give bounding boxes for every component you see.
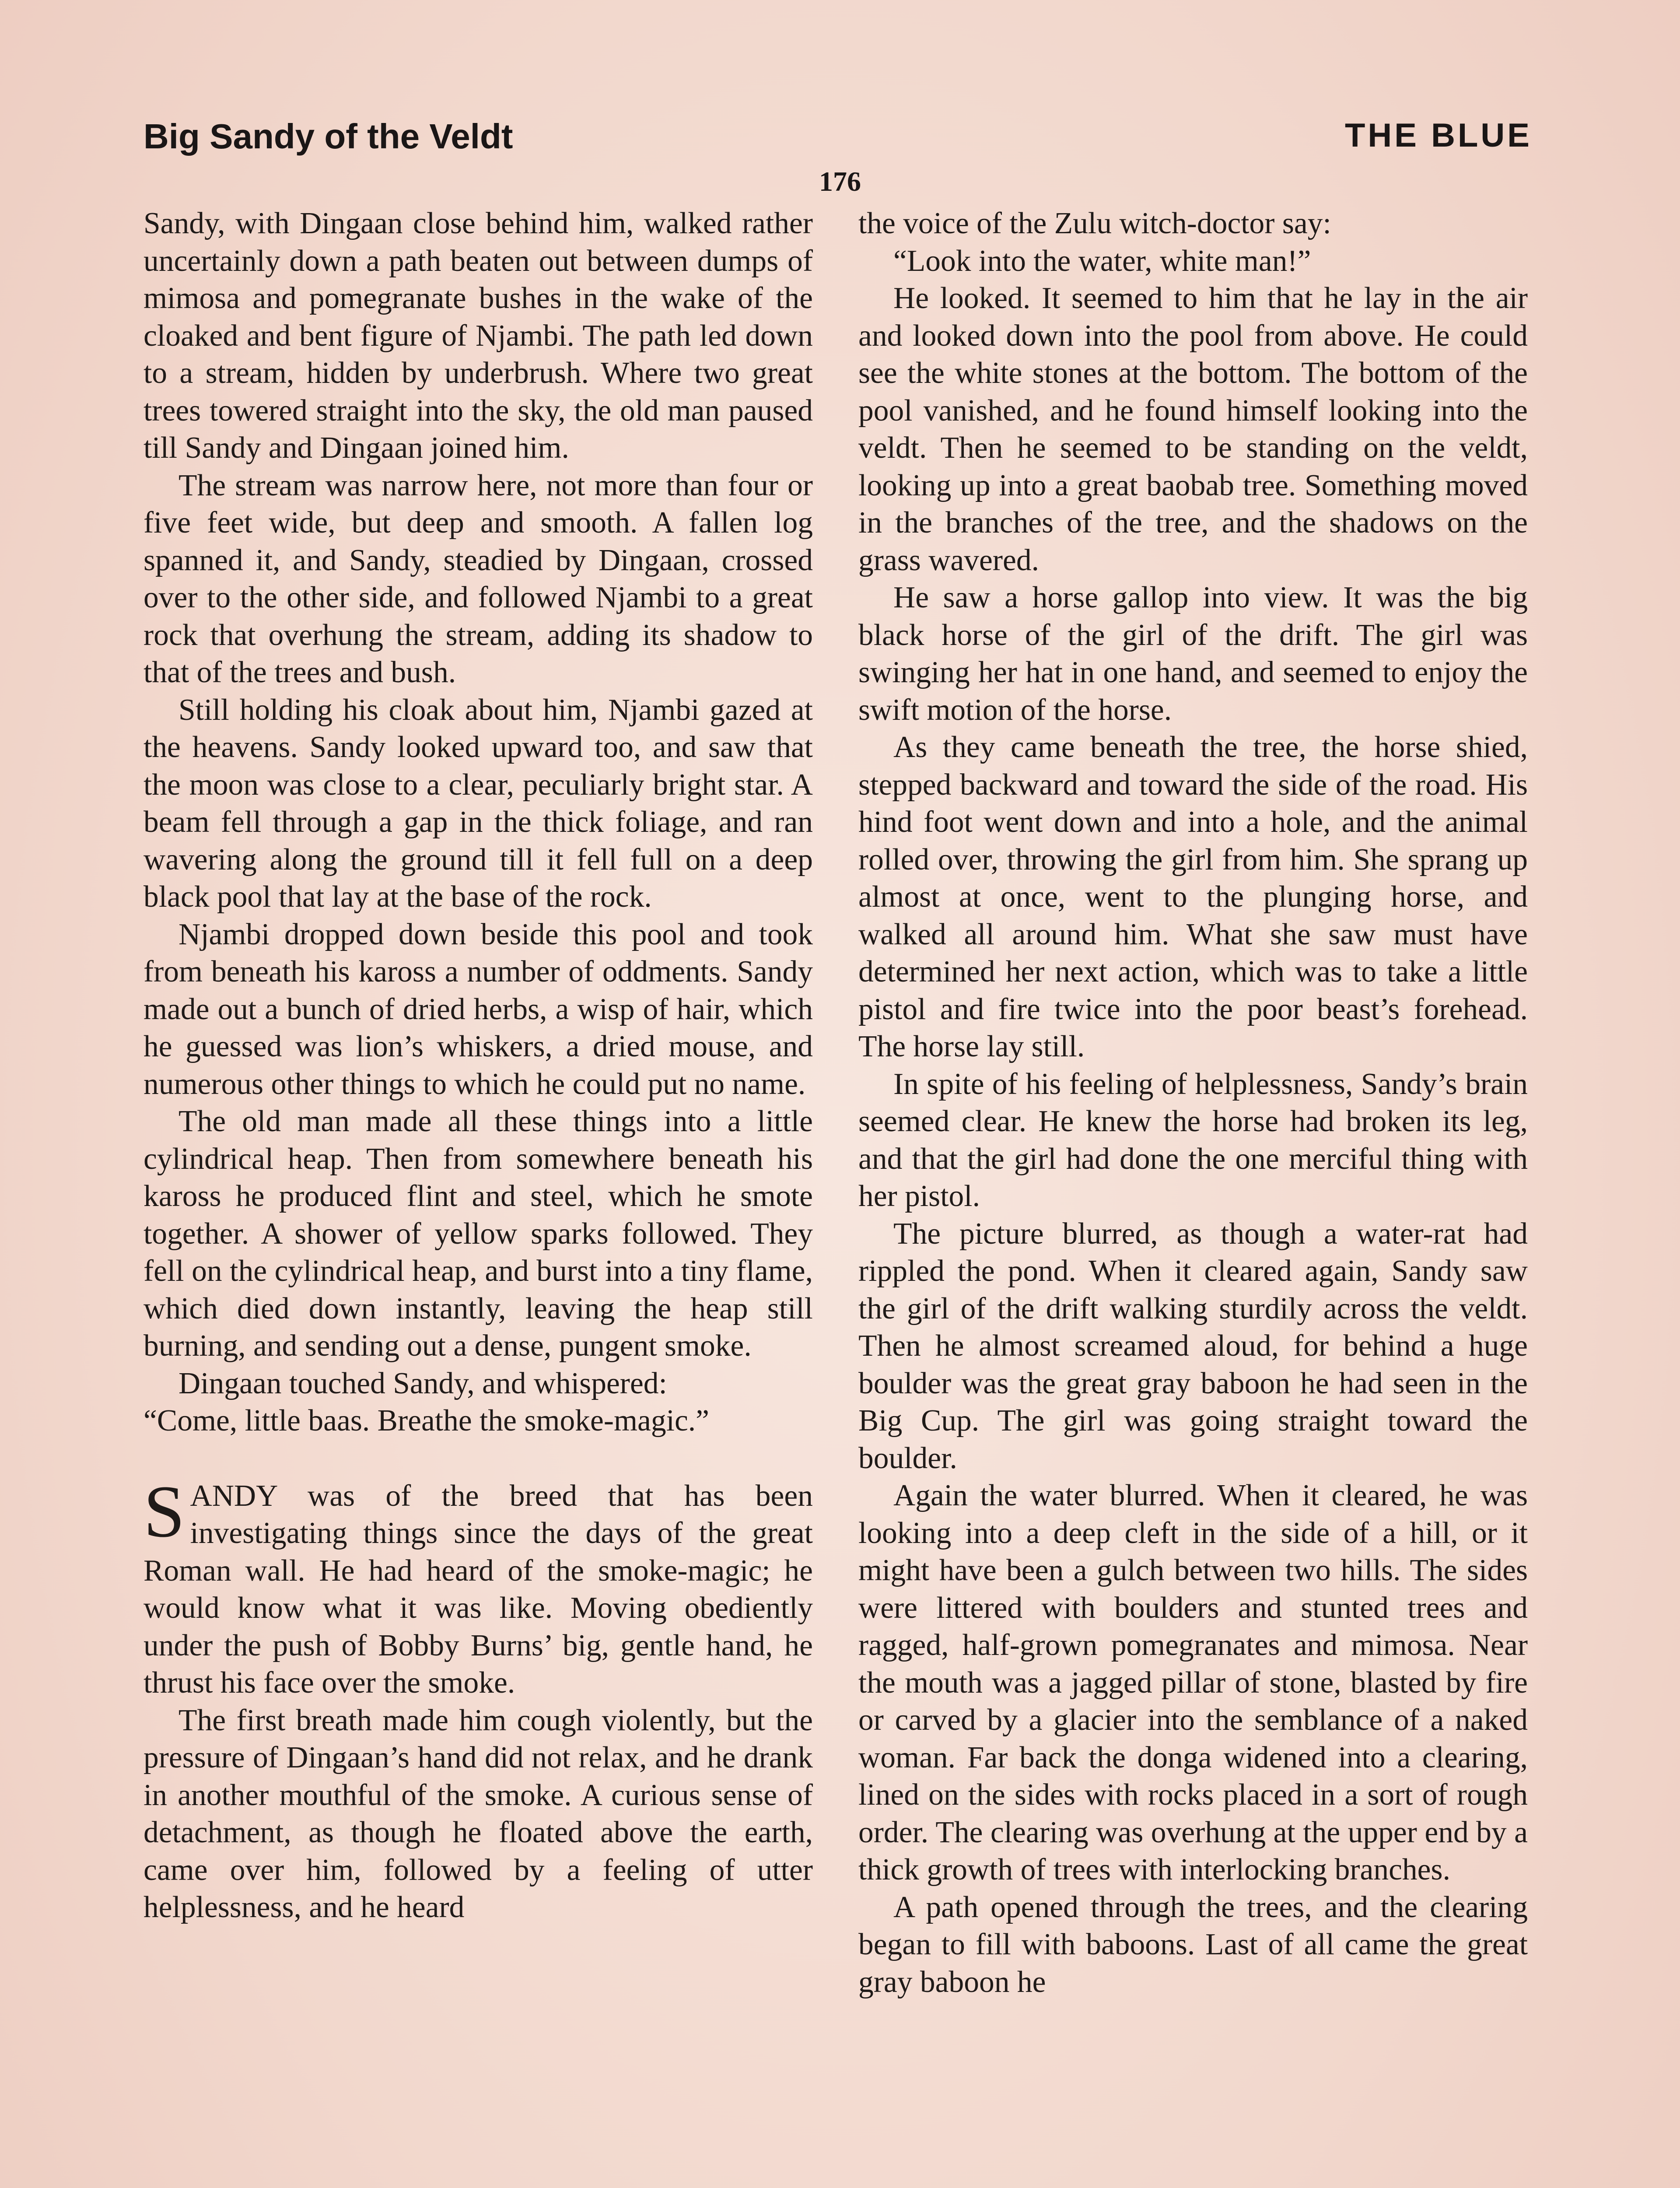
running-title: Big Sandy of the Veldt [144,117,513,156]
paragraph: The old man made all these things into a little cylindrical heap. Then from somewhere beneath his kaross he produced flint and steel, which he smote together. A shower of yellow sparks followed. They fell on the cylindrical heap, and burst into a tiny flame, which died down instantly, leaving the heap still burning, and sending out a dense, pungent smoke. [144,1105,813,1363]
paragraph: Njambi dropped down beside this pool and took from beneath his kaross a number of oddments. Sandy made out a bunch of dried herbs, a wisp of hair, which he guessed was lion’s whiskers, a dried mouse, and numerous other things to which he could put no name. [144,917,813,1101]
paragraph: In spite of his feeling of helplessness, Sandy’s brain seemed clear. He knew the horse had broken its leg, and that the girl had done the one merciful thing with her pistol. [858,1067,1528,1213]
section-opening-paragraph [144,1470,813,1702]
paragraph: Again the water blurred. When it cleared, he was looking into a deep cleft in the side of a hill, or it might have been a gulch between two hills. The sides were littered with boulders and stunted trees and ragged, half-grown pomegranates and mimosa. Near the mouth was a jagged pillar of stone, blasted by fire or carved by a glacier into the semblance of a naked woman. Far back the donga widened into a clearing, lined on the sides with rocks placed in a sort of rough order. The clearing was overhung at the upper end by a thick growth of trees with interlocking branches. [858,1479,1528,1886]
paragraph: He looked. It seemed to him that he lay in the air and looked down into the pool from above. He could see the white stones at the bottom. The bottom of the pool vanished, and he found himself looking into the veldt. Then he seemed to be standing on the veldt, looking up into a great baobab tree. Something moved in the branches of the tree, and the shadows on the grass wavered. [858,281,1528,577]
right-column [858,205,1528,2001]
paragraph: “Come, little baas. Breathe the smoke-magic.” [144,1404,710,1438]
paragraph: As they came beneath the tree, the horse shied, stepped backward and toward the side of the road. His hind foot went down and into a hole, and the animal rolled over, throwing the girl from him. She sprang up almost at once, went to the plunging horse, and walked all around him. What she saw must have determined her next action, which was to take a little pistol and fire twice into the poor beast’s forehead. The horse lay still. [858,730,1528,1063]
magazine-name: THE BLUE [1345,117,1532,154]
paragraph: He saw a horse gallop into view. It was the big black horse of the girl of the drift. The girl was swinging her hat in one hand, and seemed to enjoy the swift motion of the horse. [858,581,1528,727]
page-number: 176 [819,166,861,197]
paragraph: The stream was narrow here, not more than four or five feet wide, but deep and smooth. A fallen log spanned it, and Sandy, steadied by Dingaan, crossed over to the other side, and followed Njambi to a great rock that overhung the stream, adding its shadow to that of the trees and bush. [144,468,813,689]
paragraph: Sandy, with Dingaan close behind him, walked rather uncertainly down a path beaten out between dumps of mimosa and pomegranate bushes in the wake of the cloaked and bent figure of Njambi. The path led down to a stream, hidden by underbrush. Where two great trees towered straight into the sky, the old man paused till Sandy and Dingaan joined him. [144,207,813,465]
paragraph: Dingaan touched Sandy, and whispered: [178,1366,667,1400]
left-column [144,205,813,1926]
paragraph: “Look into the water, white man!” [893,244,1311,278]
paragraph: The first breath made him cough violently, but the pressure of Dingaan’s hand did not relax, and he drank in another mouthful of the smoke. A curious sense of detachment, as though he floated above the earth, came over him, followed by a feeling of utter helplessness, and he heard [144,1703,813,1924]
paragraph: The picture blurred, as though a water-rat had rippled the pond. When it cleared again, Sandy saw the girl of the drift walking sturdily across the veldt. Then he almost screamed aloud, for behind a huge boulder was the great gray baboon he had seen in the Big Cup. The girl was going straight toward the boulder. [858,1217,1528,1475]
paragraph: A path opened through the trees, and the clearing began to fill with baboons. Last of all came the great gray baboon he [858,1890,1528,1999]
paragraph: Still holding his cloak about him, Njambi gazed at the heavens. Sandy looked upward too, and saw that the moon was close to a clear, peculiarly bright star. A beam fell through a gap in the thick foliage, and ran wavering along the ground till it fell full on a deep black pool that lay at the base of the rock. [144,693,813,914]
section-opening-text: ANDY was of the breed that has been investigating things since the days of the great Roman wall. He had heard of the smoke-magic; he would know what it was like. Moving obediently under the push of Bobby Burns’ big, gentle hand, he thrust his face over the smoke. [144,1479,813,1700]
drop-cap: S [144,1470,185,1553]
paragraph: the voice of the Zulu witch-doctor say: [858,207,1331,240]
